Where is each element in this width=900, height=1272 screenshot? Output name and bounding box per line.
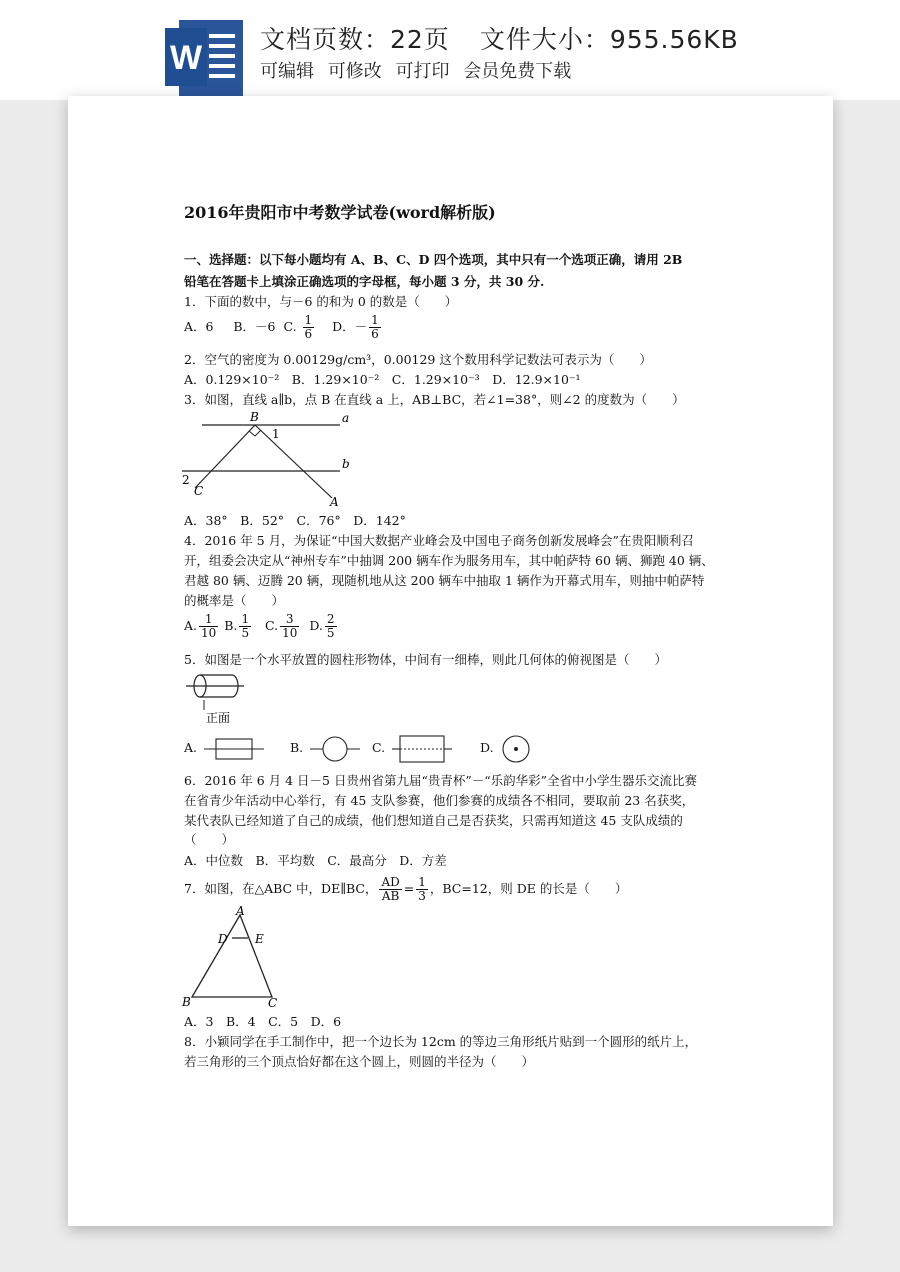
svg-text:正面: 正面 — [206, 711, 231, 725]
feature-modifiable: 可修改 — [327, 61, 382, 82]
q5-option-a-figure — [204, 736, 264, 762]
q4-option-c: C. — [265, 618, 279, 633]
q3-stem: 3．如图，直线 a∥b，点 B 在直线 a 上，AB⊥BC，若∠1=38°，则∠2 的度数为（ ） — [184, 392, 685, 407]
download-header — [0, 0, 900, 100]
file-size: 文件大小：955.56KB — [479, 25, 739, 54]
svg-text:E: E — [255, 932, 264, 946]
q1-stem: 1．下面的数中，与－6 的和为 0 的数是（ ） — [184, 294, 458, 309]
feature-editable: 可编辑 — [260, 61, 314, 82]
q8-line1: 8．小颖同学在手工制作中，把一个边长为 12cm 的等边三角形纸片贴到一个圆形的纸片上， — [184, 1034, 698, 1049]
svg-text:B: B — [250, 410, 259, 424]
word-document-icon — [165, 20, 243, 96]
q7-fraction-one-third: $\frac{1}{3}$ — [418, 875, 426, 903]
q5-option-c: C. — [372, 740, 386, 755]
q6-options: A．中位数 B．平均数 C．最高分 D．方差 — [184, 853, 447, 868]
file-info — [260, 20, 739, 56]
q5-option-c-figure — [392, 734, 452, 764]
svg-text:C: C — [268, 996, 278, 1010]
q2-options: A．0.129×10⁻² B．1.29×10⁻² C．1.29×10⁻³ D．12.9×10⁻¹ — [184, 372, 581, 387]
q5-option-b-figure — [310, 734, 360, 764]
q5-option-b: B. — [290, 740, 304, 755]
svg-text:b: b — [342, 457, 350, 471]
q8-line2: 若三角形的三个顶点恰好都在这个圆上，则圆的半径为（ ） — [184, 1054, 535, 1069]
word-icon-letter: W — [169, 39, 203, 77]
svg-text:2: 2 — [182, 473, 190, 487]
q5-option-a: A. — [184, 740, 198, 755]
q7-triangle-figure — [180, 905, 290, 1010]
q3-options: A．38° B．52° C．76° D．142° — [184, 513, 406, 528]
q6-line2: 在省青少年活动中心举行，有 45 支队参赛，他们参赛的成绩各不相同，要取前 23 名获奖， — [184, 793, 695, 808]
q4-c-fraction: $\frac{3}{10}$ — [282, 612, 298, 640]
q3-parallel-lines-figure — [180, 410, 355, 510]
q4-line4: 的概率是（ ） — [184, 593, 285, 608]
q5-options — [184, 740, 197, 755]
q4-options — [184, 613, 339, 640]
q7-stem: 7．如图，在△ABC 中，DE∥BC， $\frac{AD}{AB}$ = $\frac{1}{3}$ ，BC=12，则 DE 的长是（ ） — [184, 875, 628, 903]
q1-option-c: C. — [283, 319, 297, 334]
svg-text:A: A — [236, 905, 245, 918]
feature-list — [260, 57, 579, 83]
section-instructions-line1: 一、选择题：以下每小题均有 A、B、C、D 四个选项，其中只有一个选项正确，请用 2B — [184, 252, 683, 267]
svg-text:D: D — [218, 932, 228, 946]
q1-option-a: A．6 — [184, 319, 214, 334]
q5-stem: 5．如图是一个水平放置的圆柱形物体，中间有一细棒，则此几何体的俯视图是（ ） — [184, 652, 667, 667]
feature-printable: 可打印 — [395, 61, 450, 82]
q7-fraction-ad-ab: $\frac{AD}{AB}$ — [381, 875, 400, 903]
section-instructions-line2: 铅笔在答题卡上填涂正确选项的字母框，每小题 3 分，共 30 分. — [184, 274, 545, 289]
svg-text:C: C — [194, 484, 204, 498]
q6-line4: （ ） — [184, 832, 235, 847]
q4-b-fraction: $\frac{1}{5}$ — [241, 612, 250, 640]
q5-cylinder-figure — [184, 670, 259, 730]
q6-line1: 6．2016 年 6 月 4 日－5 日贵州省第九届“贵青杯”－“乐韵华彩”全省中小学生器乐交流比赛 — [184, 773, 698, 788]
page-title: 2016年贵阳市中考数学试卷(word解析版) — [184, 203, 496, 222]
q4-option-d: D. — [309, 618, 323, 633]
q4-option-b: B. — [224, 618, 238, 633]
feature-free-download: 会员免费下载 — [463, 61, 572, 82]
svg-text:1: 1 — [272, 427, 280, 441]
q1-c-fraction: $\frac{1}{6}$ — [304, 313, 313, 341]
q4-d-fraction: $\frac{2}{5}$ — [326, 612, 335, 640]
q4-a-fraction: $\frac{1}{10}$ — [201, 612, 217, 640]
q4-option-a: A. — [184, 618, 198, 633]
svg-text:A: A — [330, 495, 339, 509]
q4-line1: 4．2016 年 5 月，为保证“中国大数据产业峰会及中国电子商务创新发展峰会”在贵阳顺利召 — [184, 533, 694, 548]
q5-option-d: D. — [480, 740, 494, 755]
q1-d-fraction: $\frac{1}{6}$ — [371, 313, 379, 341]
q1-option-d: D．－ — [332, 319, 368, 334]
page-count: 文档页数：22页 — [260, 25, 450, 54]
q7-options: A．3 B．4 C．5 D．6 — [184, 1014, 342, 1029]
svg-text:B: B — [182, 995, 191, 1009]
q4-line2: 开，组委会决定从“神州专车”中抽调 200 辆车作为服务用车，其中帕萨特 60 辆、狮跑 40 辆、 — [184, 553, 714, 568]
q1-option-b: B．－6 — [233, 319, 276, 334]
q2-stem: 2．空气的密度为 0.00129g/cm³，0.00129 这个数用科学记数法可表示为（ ） — [184, 352, 652, 367]
q5-option-d-figure — [500, 733, 532, 765]
q1-options — [184, 314, 383, 341]
svg-text:a: a — [342, 411, 350, 425]
q6-line3: 某代表队已经知道了自己的成绩，他们想知道自己是否获奖，只需再知道这 45 支队成绩的 — [184, 813, 683, 828]
q4-line3: 君越 80 辆、迈腾 20 辆，现随机地从这 200 辆车中抽取 1 辆作为开幕式用车，则抽中帕萨特 — [184, 573, 705, 588]
